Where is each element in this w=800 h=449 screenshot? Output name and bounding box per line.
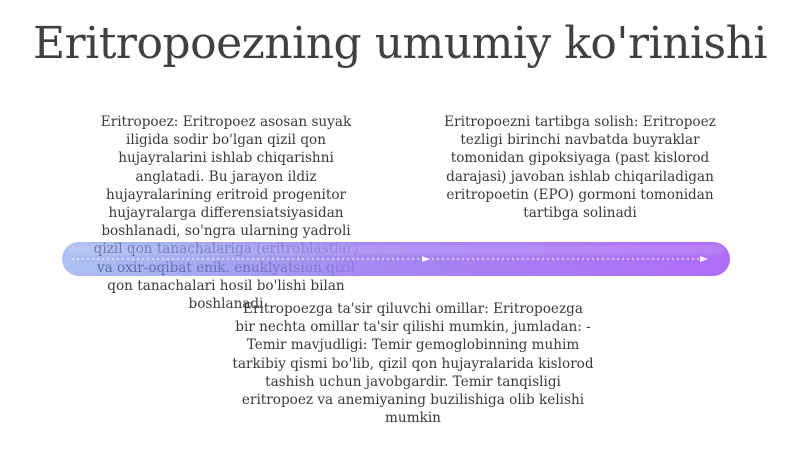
timeline-graphic <box>62 241 730 277</box>
step-text-erythropoiesis: Eritropoez: Eritropoez asosan suyak iligida sodir bo'lgan qizil qon hujayralarini ishlab chiqarishni anglatadi. Bu jarayon ildiz hujayralarining eritroid progenitor hujayralarga differensiatsiyasidan boshlanadi, so'ngra ularning yadroli qon tanachalari hosil bo'lishi bilan boshlanadi <box>100 114 352 313</box>
timeline-bar-glow <box>68 245 724 255</box>
step-text-regulation: Eritropoezni tartibga solish: Eritropoez tezligi birinchi navbatda buyraklar tomonidan gipoksiyaga (past kislorod darajasi) javoban ishlab chiqariladigan eritropoetin (EPO) gormoni tomonidan tartibga solinadi <box>444 114 716 222</box>
page-title: Eritropoezning umumiy ko'rinishi <box>33 18 767 69</box>
timeline-bar <box>62 241 730 277</box>
step-text-factors: Eritropoezga ta'sir qiluvchi omillar: Eritropoezga bir nechta omillar ta'sir qilishi mumkin, jumladan: - Temir mavjudligi: Temir gemoglobinning muhim tarkibiy qismi bo'lib, qizil qon hujayralarida kislorod tashish uchun javobgardir. Temir tanqisligi eritropoez va anemiyaning buzilishiga olib kelishi mumkin <box>232 301 594 427</box>
